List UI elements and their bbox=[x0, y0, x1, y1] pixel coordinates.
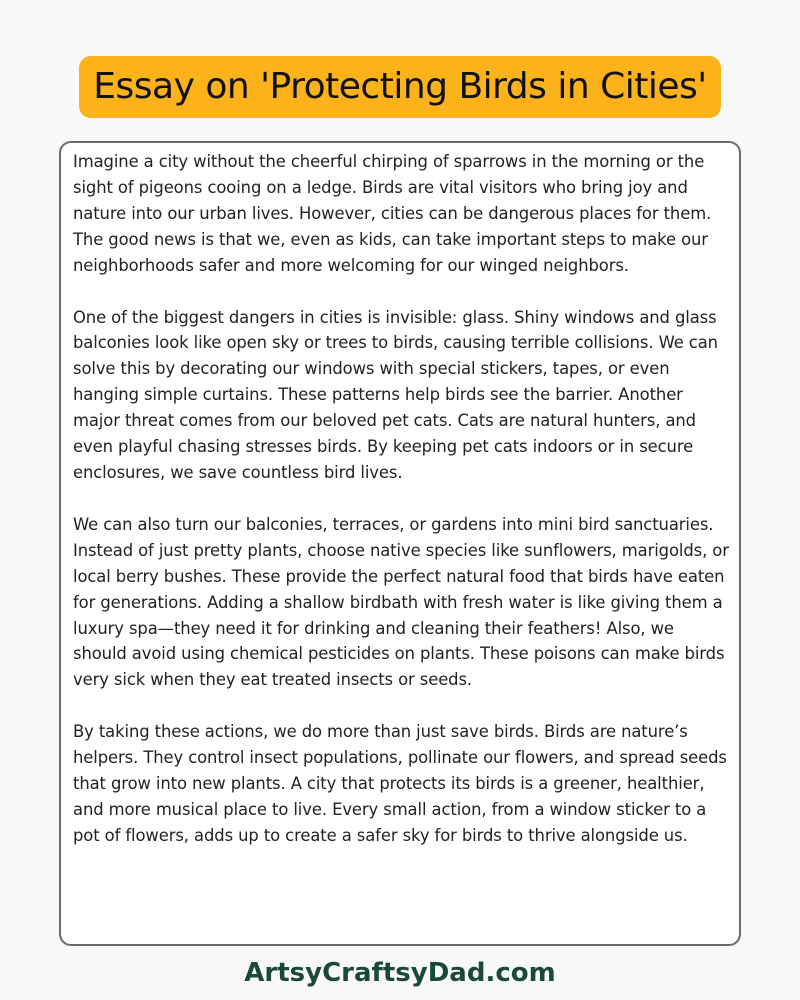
essay-box bbox=[59, 141, 741, 946]
essay-paragraph-4: By taking these actions, we do more than just save birds. Birds are nature’s helpers. They control insect populations, pollinate our flowers, and spread seeds that grow into new plants. A city that protects its birds is a greener, healthier, and more musical place to live. Every small action, from a window sticker to a pot of flowers, adds up to create a safer sky for birds to thrive alongside us. bbox=[73, 722, 727, 845]
essay-paragraph-3: We can also turn our balconies, terraces, or gardens into mini bird sanctuaries. Instead of just pretty plants, choose native species like sunflowers, marigolds, or local berry bushes. These provide the perfect natural food that birds have eaten for generations. Adding a shallow birdbath with fresh water is like giving them a luxury spa—they need it for drinking and cleaning their feathers! Also, we should avoid using chemical pesticides on plants. These poisons can make birds very sick when they eat treated insects or seeds. bbox=[73, 514, 729, 690]
page-title: Essay on 'Protecting Birds in Cities' bbox=[79, 56, 720, 118]
essay-paragraph-1: Imagine a city without the cheerful chirping of sparrows in the morning or the sight of pigeons cooing on a ledge. Birds are vital visitors who bring joy and nature into our urban lives. However, cities can be dangerous places for them. The good news is that we, even as kids, can take important steps to make our neighborhoods safer and more welcoming for our winged neighbors. bbox=[73, 152, 712, 275]
title-container bbox=[0, 56, 800, 118]
footer-site-name: ArtsyCraftsyDad.com bbox=[244, 958, 556, 988]
essay-paragraph-2: One of the biggest dangers in cities is invisible: glass. Shiny windows and glass balconies look like open sky or trees to birds, causing terrible collisions. We can solve this by decorating our windows with special stickers, tapes, or even hanging simple curtains. These patterns help birds see the barrier. Another major threat comes from our beloved pet cats. Cats are natural hunters, and even playful chasing stresses birds. By keeping pet cats indoors or in secure enclosures, we save countless bird lives. bbox=[73, 307, 718, 482]
